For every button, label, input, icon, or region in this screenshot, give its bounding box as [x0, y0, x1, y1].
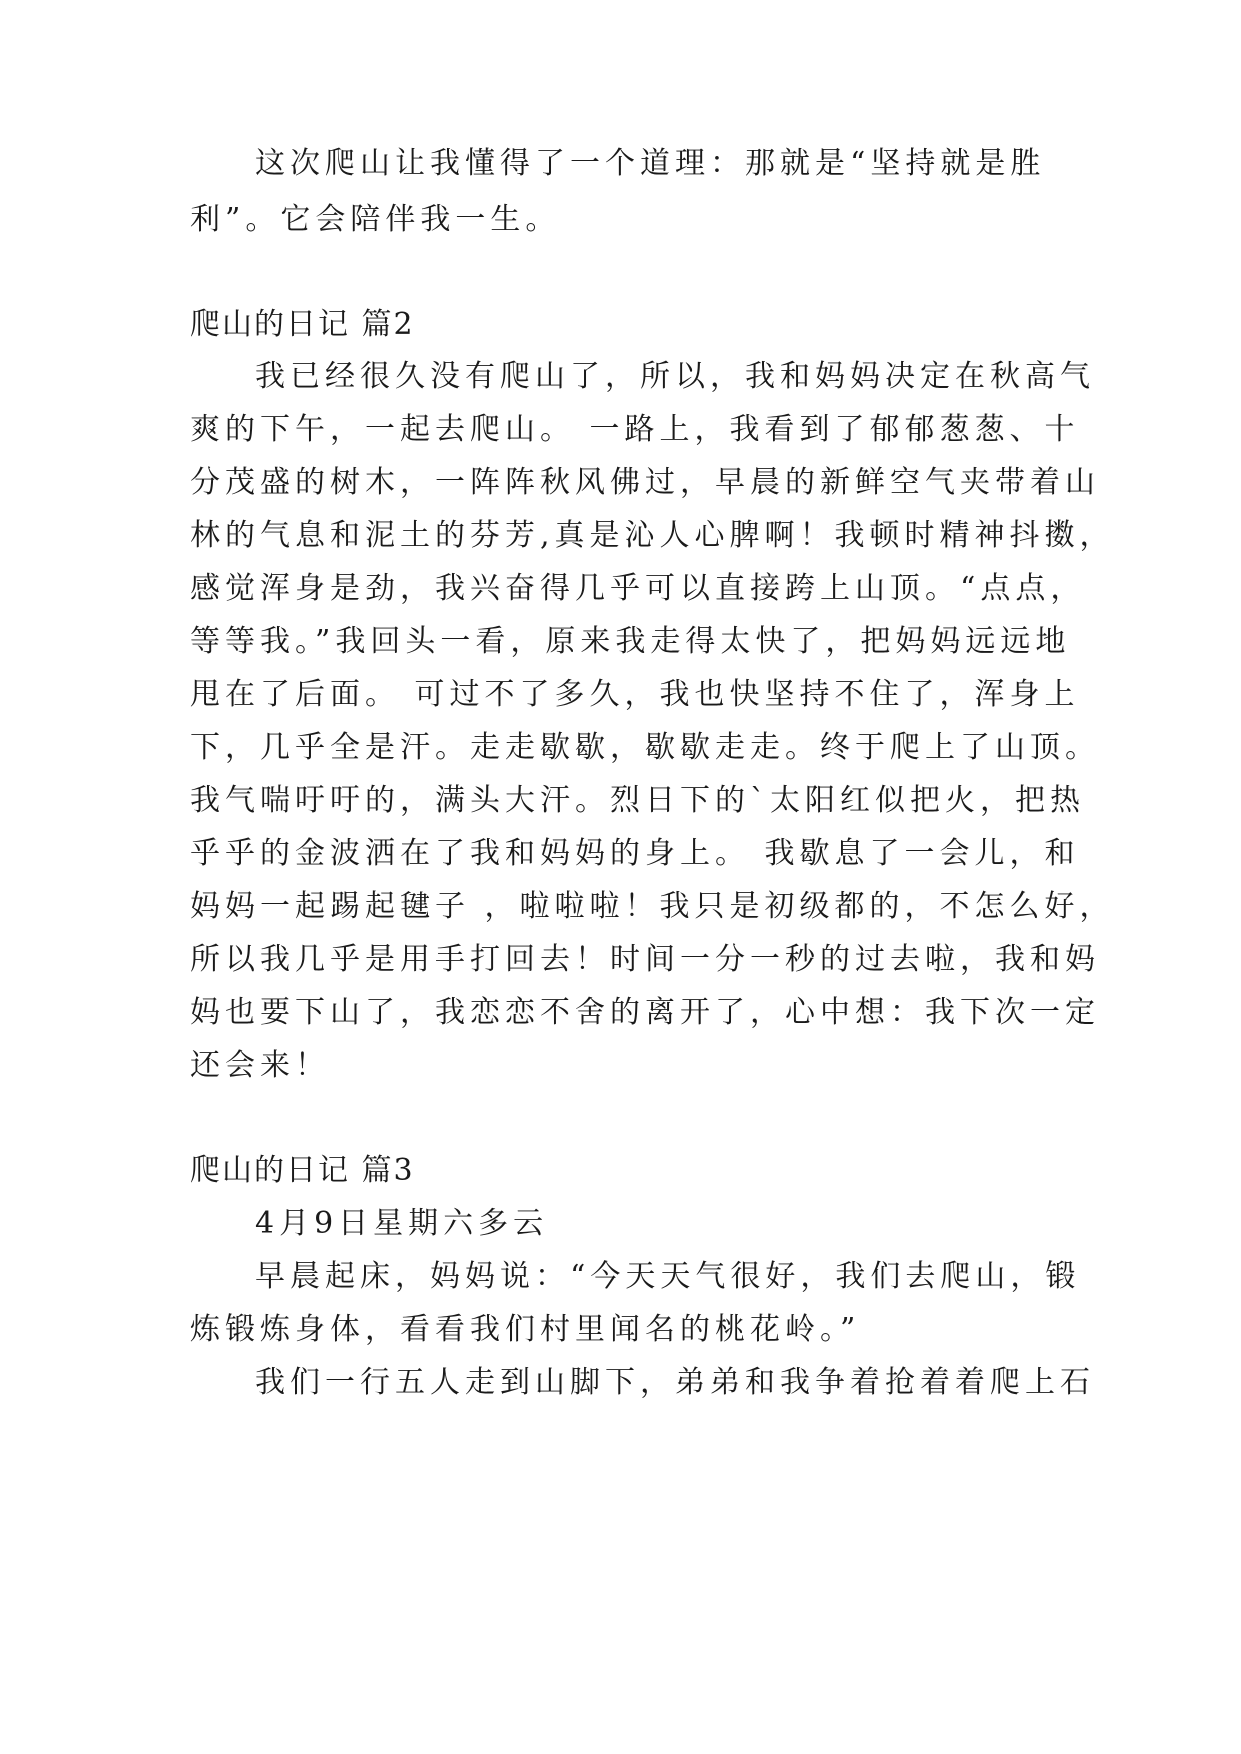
section-heading: 爬山的日记 篇2 [190, 307, 415, 342]
paragraph-line: 妈妈一起踢起毽子 ，啦啦啦！我只是初级都的，不怎么好， [190, 889, 1115, 924]
paragraph-line: 我已经很久没有爬山了，所以，我和妈妈决定在秋高气 [255, 359, 1095, 394]
paragraph-line: 爽的下午，一起去爬山。 一路上，我看到了郁郁葱葱、十 [190, 412, 1080, 447]
paragraph-line: 利”。它会陪伴我一生。 [190, 202, 561, 237]
paragraph-line: 乎乎的金波洒在了我和妈妈的身上。 我歇息了一会儿，和 [190, 836, 1080, 871]
paragraph-line: 我们一行五人走到山脚下，弟弟和我争着抢着着爬上石 [255, 1365, 1095, 1400]
paragraph-line: 早晨起床，妈妈说：“今天天气很好，我们去爬山，锻 [255, 1259, 1081, 1294]
paragraph-line: 林的气息和泥土的芬芳,真是沁人心脾啊！我顿时精神抖擞， [190, 518, 1115, 553]
paragraph-line: 妈也要下山了，我恋恋不舍的离开了，心中想：我下次一定 [190, 995, 1100, 1030]
paragraph-line: 下，几乎全是汗。走走歇歇，歇歇走走。终于爬上了山顶。 [190, 730, 1100, 765]
paragraph-line: 这次爬山让我懂得了一个道理：那就是“坚持就是胜 [255, 146, 1046, 181]
paragraph-line: 炼锻炼身体，看看我们村里闻名的桃花岭。” [190, 1312, 861, 1347]
section-heading: 爬山的日记 篇3 [190, 1153, 415, 1188]
paragraph-line: 感觉浑身是劲，我兴奋得几乎可以直接跨上山顶。“点点， [190, 571, 1086, 606]
paragraph-line: 我气喘吁吁的，满头大汗。烈日下的`太阳红似把火，把热 [190, 783, 1085, 818]
paragraph-line: 所以我几乎是用手打回去！时间一分一秒的过去啦，我和妈 [190, 942, 1100, 977]
paragraph-line: 分茂盛的树木，一阵阵秋风佛过，早晨的新鲜空气夹带着山 [190, 465, 1100, 500]
paragraph-line: 还会来！ [190, 1048, 330, 1083]
paragraph-line: 等等我。”我回头一看，原来我走得太快了，把妈妈远远地 [190, 624, 1071, 659]
diary-date-line: 4月9日星期六多云 [255, 1206, 549, 1241]
paragraph-line: 甩在了后面。 可过不了多久，我也快坚持不住了，浑身上 [190, 677, 1080, 712]
